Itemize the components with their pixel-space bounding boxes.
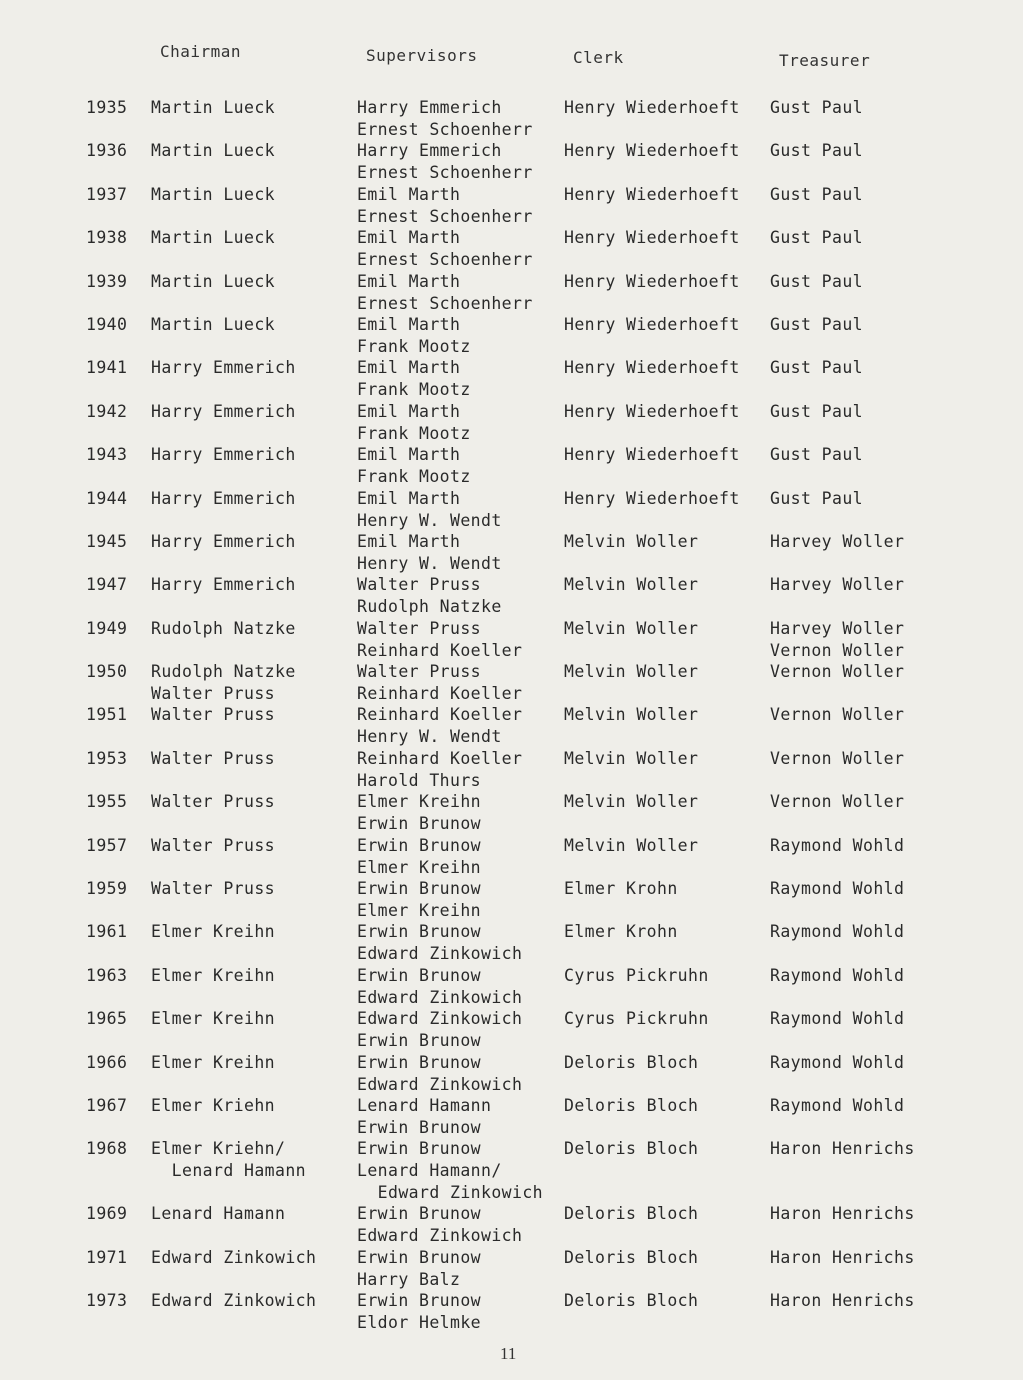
- treasurer-cell: Harvey Woller: [770, 575, 905, 595]
- table-row: [0, 1138, 1023, 1203]
- clerk-cell: Deloris Bloch: [564, 1204, 699, 1224]
- clerk-cell: Cyrus Pickruhn: [564, 965, 709, 985]
- treasurer-cell: Gust Paul: [770, 445, 864, 465]
- chairman-cell: Elmer Kreihn: [151, 922, 276, 942]
- table-row: [0, 271, 1023, 314]
- chairman-cell: Martin Lueck: [151, 271, 276, 291]
- treasurer-cell: Gust Paul: [770, 401, 864, 421]
- year-cell: 1943: [86, 445, 128, 465]
- header-supervisors: Supervisors: [366, 46, 478, 65]
- year-cell: 1947: [86, 575, 128, 595]
- table-row: [0, 618, 1023, 661]
- treasurer-cell: Raymond Wohld: [770, 835, 905, 855]
- chairman-cell: Martin Lueck: [151, 314, 276, 334]
- year-cell: 1941: [86, 358, 128, 378]
- chairman-cell: Walter Pruss: [151, 879, 276, 899]
- table-row: [0, 488, 1023, 531]
- clerk-cell: Deloris Bloch: [564, 1139, 699, 1159]
- treasurer-cell: Gust Paul: [770, 314, 864, 334]
- chairman-cell: Elmer Kreihn: [151, 965, 276, 985]
- page-number: 11: [500, 1344, 517, 1363]
- treasurer-cell: Vernon Woller: [770, 792, 905, 812]
- supervisors-cell: Erwin Brunow Elmer Kreihn: [357, 879, 482, 921]
- supervisors-cell: Emil Marth Frank Mootz: [357, 445, 471, 487]
- table-row: [0, 444, 1023, 487]
- clerk-cell: Henry Wiederhoeft: [564, 141, 740, 161]
- clerk-cell: Deloris Bloch: [564, 1095, 699, 1115]
- year-cell: 1950: [86, 662, 128, 682]
- treasurer-cell: Gust Paul: [770, 228, 864, 248]
- year-cell: 1949: [86, 618, 128, 638]
- chairman-cell: Elmer Kreihn: [151, 1052, 276, 1072]
- year-cell: 1944: [86, 488, 128, 508]
- year-cell: 1971: [86, 1247, 128, 1267]
- clerk-cell: Henry Wiederhoeft: [564, 358, 740, 378]
- table-row: [0, 184, 1023, 227]
- treasurer-cell: Raymond Wohld: [770, 965, 905, 985]
- year-cell: 1945: [86, 531, 128, 551]
- officers-table: [0, 97, 1023, 1334]
- year-cell: 1969: [86, 1204, 128, 1224]
- supervisors-cell: Erwin Brunow Edward Zinkowich: [357, 965, 523, 1007]
- table-row: [0, 1095, 1023, 1138]
- year-cell: 1966: [86, 1052, 128, 1072]
- supervisors-cell: Elmer Kreihn Erwin Brunow: [357, 792, 482, 834]
- clerk-cell: Melvin Woller: [564, 835, 699, 855]
- chairman-cell: Lenard Hamann: [151, 1204, 286, 1224]
- supervisors-cell: Emil Marth Frank Mootz: [357, 401, 471, 443]
- supervisors-cell: Emil Marth Ernest Schoenherr: [357, 228, 533, 270]
- supervisors-cell: Reinhard Koeller Harold Thurs: [357, 748, 523, 790]
- treasurer-cell: Vernon Woller: [770, 705, 905, 725]
- chairman-cell: Harry Emmerich: [151, 445, 296, 465]
- table-row: [0, 704, 1023, 747]
- supervisors-cell: Walter Pruss Rudolph Natzke: [357, 575, 502, 617]
- table-row: [0, 1290, 1023, 1333]
- clerk-cell: Melvin Woller: [564, 531, 699, 551]
- supervisors-cell: Harry Emmerich Ernest Schoenherr: [357, 98, 533, 139]
- table-row: [0, 791, 1023, 834]
- table-row: [0, 965, 1023, 1008]
- table-row: [0, 140, 1023, 183]
- supervisors-cell: Emil Marth Ernest Schoenherr: [357, 271, 533, 313]
- clerk-cell: Melvin Woller: [564, 748, 699, 768]
- treasurer-cell: Vernon Woller: [770, 748, 905, 768]
- header-chairman: Chairman: [160, 42, 242, 61]
- supervisors-cell: Emil Marth Frank Mootz: [357, 314, 471, 356]
- clerk-cell: Henry Wiederhoeft: [564, 228, 740, 248]
- year-cell: 1965: [86, 1009, 128, 1029]
- table-row: [0, 531, 1023, 574]
- table-row: [0, 835, 1023, 878]
- chairman-cell: Martin Lueck: [151, 228, 276, 248]
- chairman-cell: Walter Pruss: [151, 835, 276, 855]
- clerk-cell: Deloris Bloch: [564, 1052, 699, 1072]
- clerk-cell: Elmer Krohn: [564, 879, 678, 899]
- supervisors-cell: Emil Marth Frank Mootz: [357, 358, 471, 400]
- clerk-cell: Henry Wiederhoeft: [564, 98, 740, 117]
- treasurer-cell: Raymond Wohld: [770, 1052, 905, 1072]
- year-cell: 1959: [86, 879, 128, 899]
- treasurer-cell: Haron Henrichs: [770, 1204, 915, 1224]
- table-row: [0, 1008, 1023, 1051]
- table-row: [0, 314, 1023, 357]
- supervisors-cell: Erwin Brunow Eldor Helmke: [357, 1291, 482, 1333]
- supervisors-cell: Edward Zinkowich Erwin Brunow: [357, 1009, 523, 1051]
- treasurer-cell: Haron Henrichs: [770, 1291, 915, 1311]
- treasurer-cell: Harvey Woller: [770, 531, 905, 551]
- table-row: [0, 97, 1023, 140]
- supervisors-cell: Walter Pruss Reinhard Koeller: [357, 662, 523, 704]
- treasurer-cell: Raymond Wohld: [770, 922, 905, 942]
- supervisors-cell: Erwin Brunow Edward Zinkowich: [357, 922, 523, 964]
- chairman-cell: Walter Pruss: [151, 792, 276, 812]
- chairman-cell: Harry Emmerich: [151, 401, 296, 421]
- treasurer-cell: Gust Paul: [770, 271, 864, 291]
- table-row: [0, 1052, 1023, 1095]
- chairman-cell: Harry Emmerich: [151, 358, 296, 378]
- supervisors-cell: Erwin Brunow Edward Zinkowich: [357, 1204, 523, 1246]
- supervisors-cell: Lenard Hamann Erwin Brunow: [357, 1095, 492, 1137]
- supervisors-cell: Erwin Brunow Edward Zinkowich: [357, 1052, 523, 1094]
- table-row: [0, 1247, 1023, 1290]
- chairman-cell: Edward Zinkowich: [151, 1247, 317, 1267]
- table-row: [0, 1203, 1023, 1246]
- year-cell: 1957: [86, 835, 128, 855]
- chairman-cell: Martin Lueck: [151, 98, 276, 117]
- chairman-cell: Martin Lueck: [151, 184, 276, 204]
- clerk-cell: Deloris Bloch: [564, 1291, 699, 1311]
- treasurer-cell: Haron Henrichs: [770, 1139, 915, 1159]
- chairman-cell: Harry Emmerich: [151, 531, 296, 551]
- chairman-cell: Edward Zinkowich: [151, 1291, 317, 1311]
- year-cell: 1953: [86, 748, 128, 768]
- year-cell: 1973: [86, 1291, 128, 1311]
- clerk-cell: Melvin Woller: [564, 705, 699, 725]
- supervisors-cell: Harry Emmerich Ernest Schoenherr: [357, 141, 533, 183]
- chairman-cell: Rudolph Natzke Walter Pruss: [151, 662, 296, 704]
- clerk-cell: Henry Wiederhoeft: [564, 445, 740, 465]
- chairman-cell: Walter Pruss: [151, 748, 276, 768]
- chairman-cell: Harry Emmerich: [151, 488, 296, 508]
- treasurer-cell: Raymond Wohld: [770, 879, 905, 899]
- clerk-cell: Deloris Bloch: [564, 1247, 699, 1267]
- treasurer-cell: Gust Paul: [770, 141, 864, 161]
- clerk-cell: Cyrus Pickruhn: [564, 1009, 709, 1029]
- clerk-cell: Melvin Woller: [564, 575, 699, 595]
- chairman-cell: Elmer Kreihn: [151, 1009, 276, 1029]
- treasurer-cell: Raymond Wohld: [770, 1009, 905, 1029]
- supervisors-cell: Erwin Brunow Lenard Hamann/ Edward Zinkowich: [357, 1139, 544, 1203]
- supervisors-cell: Walter Pruss Reinhard Koeller: [357, 618, 523, 660]
- year-cell: 1968: [86, 1139, 128, 1159]
- table-row: [0, 401, 1023, 444]
- clerk-cell: Henry Wiederhoeft: [564, 271, 740, 291]
- table-row: [0, 574, 1023, 617]
- supervisors-cell: Erwin Brunow Elmer Kreihn: [357, 835, 482, 877]
- chairman-cell: Elmer Kriehn/ Lenard Hamann: [151, 1139, 307, 1181]
- treasurer-cell: Haron Henrichs: [770, 1247, 915, 1267]
- chairman-cell: Rudolph Natzke: [151, 618, 296, 638]
- year-cell: 1939: [86, 271, 128, 291]
- year-cell: 1938: [86, 228, 128, 248]
- year-cell: 1961: [86, 922, 128, 942]
- year-cell: 1940: [86, 314, 128, 334]
- chairman-cell: Walter Pruss: [151, 705, 276, 725]
- clerk-cell: Henry Wiederhoeft: [564, 488, 740, 508]
- table-row: [0, 227, 1023, 270]
- table-row: [0, 878, 1023, 921]
- year-cell: 1942: [86, 401, 128, 421]
- header-clerk: Clerk: [573, 48, 624, 67]
- treasurer-cell: Raymond Wohld: [770, 1095, 905, 1115]
- clerk-cell: Melvin Woller: [564, 792, 699, 812]
- chairman-cell: Elmer Kriehn: [151, 1095, 276, 1115]
- year-cell: 1963: [86, 965, 128, 985]
- table-row: [0, 661, 1023, 704]
- treasurer-cell: Gust Paul: [770, 98, 864, 117]
- treasurer-cell: Vernon Woller: [770, 662, 905, 682]
- treasurer-cell: Gust Paul: [770, 184, 864, 204]
- year-cell: 1937: [86, 184, 128, 204]
- clerk-cell: Melvin Woller: [564, 662, 699, 682]
- treasurer-cell: Harvey Woller Vernon Woller: [770, 618, 905, 660]
- table-row: [0, 357, 1023, 400]
- year-cell: 1936: [86, 141, 128, 161]
- year-cell: 1935: [86, 98, 128, 117]
- supervisors-cell: Emil Marth Henry W. Wendt: [357, 488, 502, 530]
- table-row: [0, 921, 1023, 964]
- treasurer-cell: Gust Paul: [770, 488, 864, 508]
- chairman-cell: Harry Emmerich: [151, 575, 296, 595]
- clerk-cell: Henry Wiederhoeft: [564, 314, 740, 334]
- supervisors-cell: Reinhard Koeller Henry W. Wendt: [357, 705, 523, 747]
- clerk-cell: Henry Wiederhoeft: [564, 184, 740, 204]
- year-cell: 1955: [86, 792, 128, 812]
- clerk-cell: Henry Wiederhoeft: [564, 401, 740, 421]
- supervisors-cell: Erwin Brunow Harry Balz: [357, 1247, 482, 1289]
- header-treasurer: Treasurer: [779, 51, 871, 70]
- table-row: [0, 748, 1023, 791]
- clerk-cell: Melvin Woller: [564, 618, 699, 638]
- clerk-cell: Elmer Krohn: [564, 922, 678, 942]
- supervisors-cell: Emil Marth Ernest Schoenherr: [357, 184, 533, 226]
- year-cell: 1951: [86, 705, 128, 725]
- year-cell: 1967: [86, 1095, 128, 1115]
- chairman-cell: Martin Lueck: [151, 141, 276, 161]
- supervisors-cell: Emil Marth Henry W. Wendt: [357, 531, 502, 573]
- treasurer-cell: Gust Paul: [770, 358, 864, 378]
